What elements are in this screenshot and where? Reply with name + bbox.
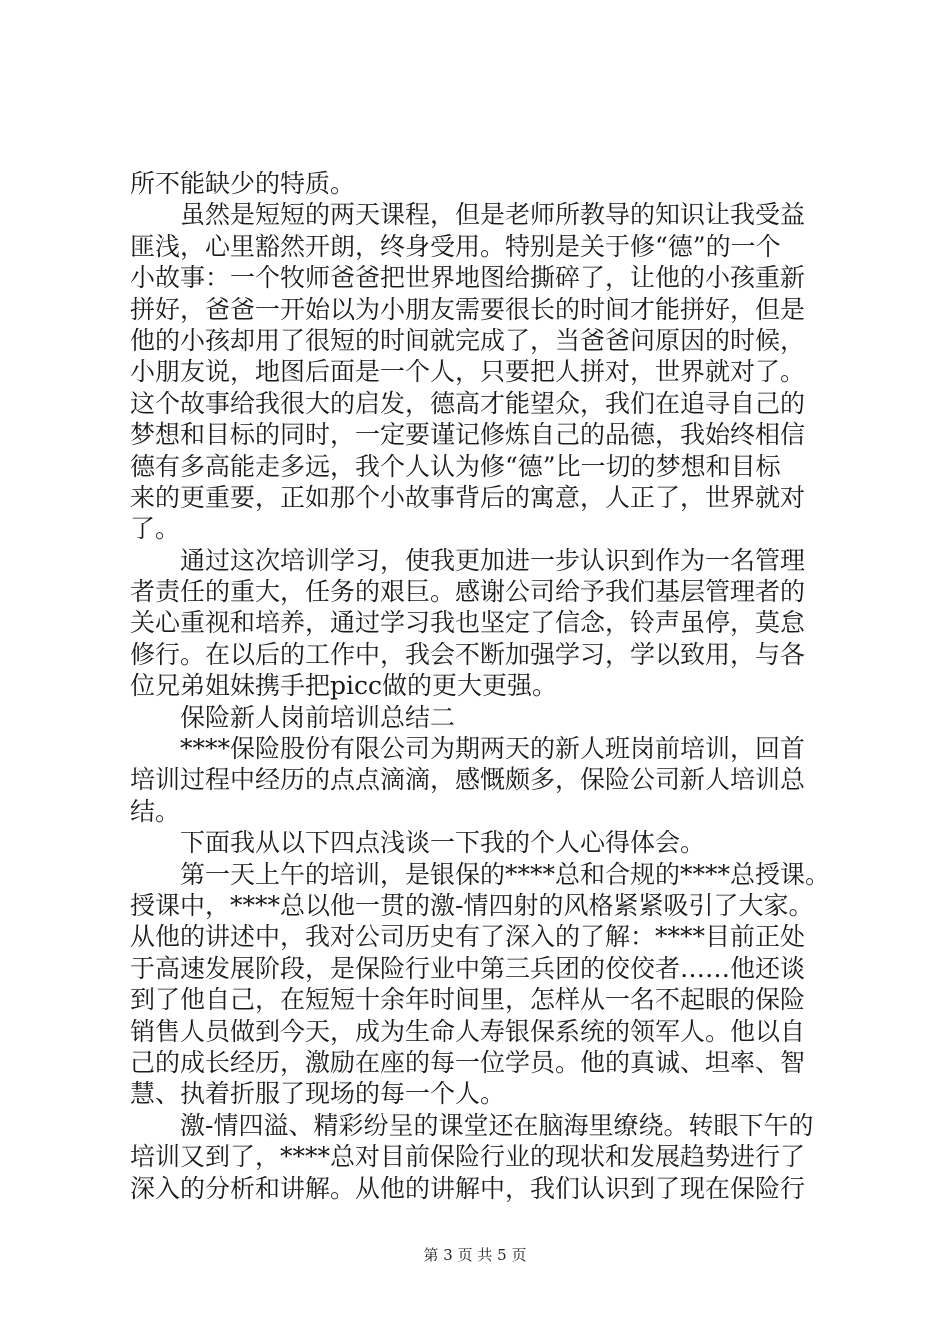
text-line: 德有多高能走多远，我个人认为修“德”比一切的梦想和目标 <box>130 451 781 481</box>
text-line: 小朋友说，地图后面是一个人，只要把人拼对，世界就对了。 <box>130 357 806 387</box>
text-line: 激-情四溢、精彩纷呈的课堂还在脑海里缭绕。转眼下午的 <box>180 1110 814 1140</box>
text-line: 培训又到了，****总对目前保险行业的现状和发展趋势进行了 <box>130 1142 806 1172</box>
text-line: 关心重视和培养，通过学习我也坚定了信念，铃声虽停，莫怠 <box>130 608 806 638</box>
text-line: 第一天上午的培训，是银保的****总和合规的****总授课。 <box>180 859 831 889</box>
text-line: 虽然是短短的两天课程，但是老师所教导的知识让我受益 <box>180 200 806 230</box>
text-line: 授课中，****总以他一贯的激-情四射的风格紧紧吸引了大家。 <box>130 890 814 920</box>
text-line: 慧、执着折服了现场的每一个人。 <box>130 1079 506 1109</box>
text-line: 了。 <box>130 514 181 544</box>
text-line: 所不能缺少的特质。 <box>130 169 356 198</box>
text-line: 修行。在以后的工作中，我会不断加强学习，学以致用，与各 <box>130 639 806 669</box>
text-line: 培训过程中经历的点点滴滴，感慨颇多，保险公司新人培训总 <box>130 765 806 795</box>
text-line: 到了他自己，在短短十余年时间里，怎样从一名不起眼的保险 <box>130 985 806 1015</box>
text-line: 梦想和目标的同时，一定要谨记修炼自己的品德，我始终相信 <box>130 420 806 450</box>
text-line: 这个故事给我很大的启发，德高才能望众，我们在追寻自己的 <box>130 388 806 418</box>
body-text <box>130 168 830 1204</box>
text-line: 拼好，爸爸一开始以为小朋友需要很长的时间才能拼好，但是 <box>130 294 806 324</box>
text-line: ****保险股份有限公司为期两天的新人班岗前培训，回首 <box>180 734 806 764</box>
text-line: 结。 <box>130 796 181 826</box>
text-line: 位兄弟姐妹携手把picc做的更大更强。 <box>130 671 558 701</box>
text-line: 于高速发展阶段，是保险行业中第三兵团的佼佼者……他还谈 <box>130 953 806 983</box>
text-line: 他的小孩却用了很短的时间就完成了，当爸爸问原因的时候， <box>130 325 806 355</box>
text-line: 保险新人岗前培训总结二 <box>180 702 456 732</box>
text-line: 小故事：一个牧师爸爸把世界地图给撕碎了，让他的小孩重新 <box>130 263 806 293</box>
text-line: 来的更重要，正如那个小故事背后的寓意，人正了，世界就对 <box>130 482 806 512</box>
text-line: 通过这次培训学习，使我更加进一步认识到作为一名管理 <box>180 545 806 575</box>
page-footer: 第 3 页 共 5 页 <box>423 1246 527 1264</box>
text-line: 者责任的重大，任务的艰巨。感谢公司给予我们基层管理者的 <box>130 577 806 607</box>
text-line: 深入的分析和讲解。从他的讲解中，我们认识到了现在保险行 <box>130 1173 806 1203</box>
text-line: 匪浅，心里豁然开朗，终身受用。特别是关于修“德”的一个 <box>130 231 781 261</box>
text-line: 从他的讲述中，我对公司历史有了深入的了解：****目前正处 <box>130 922 806 952</box>
text-line: 销售人员做到今天，成为生命人寿银保系统的领军人。他以自 <box>130 1016 806 1046</box>
text-line: 己的成长经历，激励在座的每一位学员。他的真诚、坦率、智 <box>130 1047 806 1077</box>
text-line: 下面我从以下四点浅谈一下我的个人心得体会。 <box>180 828 706 858</box>
